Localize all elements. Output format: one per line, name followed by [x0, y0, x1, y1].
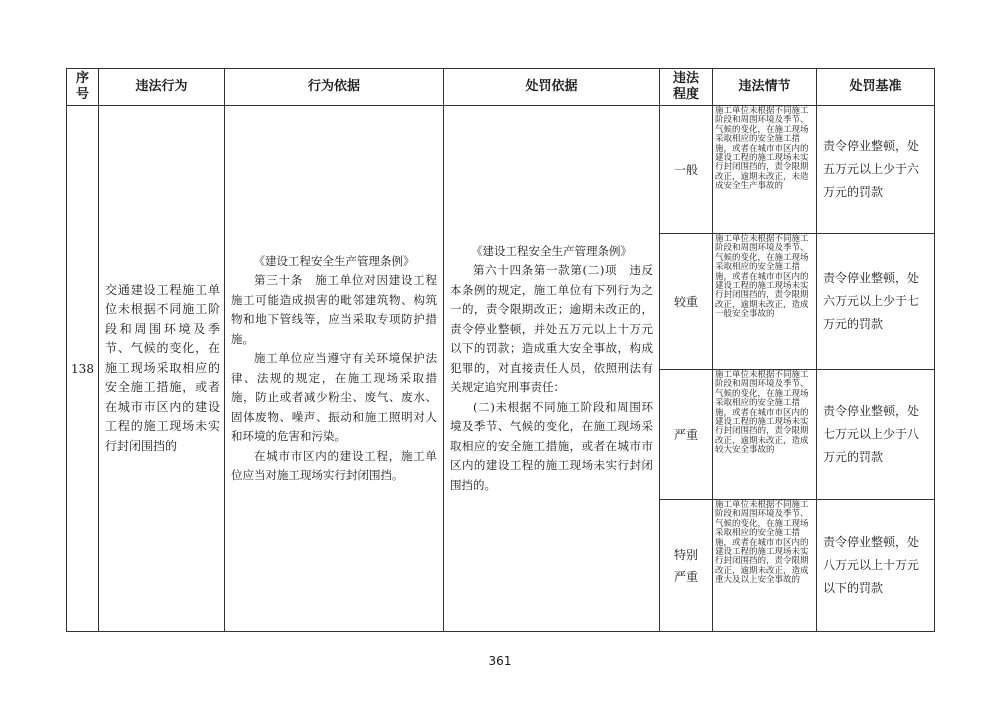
standard-severe: 责令停业整顿，处七万元以上少于八万元的罚款 [817, 370, 935, 500]
header-standard: 处罚基准 [817, 69, 935, 106]
page-number: 361 [488, 654, 512, 668]
circumstance-general: 施工单位未根据不同施工阶段和周围环境及季节、气候的变化，在施工现场采取相应的安全施工措施，或者在城市市区内的建设工程的施工现场未实行封闭围挡的，责令限期改正，逾期未改正，未造成安全生产事故的 [713, 106, 817, 234]
header-act: 违法行为 [99, 69, 225, 106]
standard-serious: 责令停业整顿，处六万元以上少于七万元的罚款 [817, 234, 935, 370]
circumstance-severe: 施工单位未根据不同施工阶段和周围环境及季节、气候的变化，在施工现场采取相应的安全施工措施，或者在城市市区内的建设工程的施工现场未实行封闭围挡的，责令限期改正，逾期未改正，造成较大安全事故的 [713, 370, 817, 500]
penalty-basis-paragraph: 第六十四条第一款第(二)项 违反本条例的规定，施工单位有下列行为之一的，责令限期改正；逾期未改正的，责令停业整顿，并处五万元以上十万元以下的罚款；造成重大安全事故，构成犯罪的，对直接责任人员，依照刑法有关规定追究刑事责任： [450, 263, 653, 395]
header-circumstance: 违法情节 [713, 69, 817, 106]
basis-title: 《建设工程安全生产管理条例》 [253, 253, 415, 268]
basis-paragraph: 施工单位应当遵守有关环境保护法律、法规的规定，在施工现场采取措施，防止或者减少粉尘、废气、废水、固体废物、噪声、振动和施工照明对人和环境的危害和污染。 [231, 351, 437, 443]
table-row [67, 106, 935, 234]
row-seq: 138 [67, 106, 99, 632]
header-penalty-basis: 处罚依据 [444, 69, 660, 106]
degree-severe: 严重 [660, 370, 713, 500]
degree-serious: 较重 [660, 234, 713, 370]
basis-paragraph: 在城市市区内的建设工程，施工单位应当对施工现场实行封闭围挡。 [231, 448, 437, 482]
circumstance-especially-severe: 施工单位未根据不同施工阶段和周围环境及季节、气候的变化，在施工现场采取相应的安全施工措施，或者在城市市区内的建设工程的施工现场未实行封闭围挡的，责令限期改正，逾期未改正，造成重大及以上安全事故的 [713, 500, 817, 632]
violation-act: 交通建设工程施工单位未根据不同施工阶段和周围环境及季节、气候的变化，在施工现场采取相应的安全施工措施，或者在城市市区内的建设工程的施工现场未实行封闭围挡的 [99, 106, 225, 632]
header-degree: 违法程度 [660, 69, 713, 106]
header-row [67, 69, 935, 106]
circumstance-serious: 施工单位未根据不同施工阶段和周围环境及季节、气候的变化，在施工现场采取相应的安全施工措施，或者在城市市区内的建设工程的施工现场未实行封闭围挡的，责令限期改正，逾期未改正，造成一般安全事故的 [713, 234, 817, 370]
degree-general: 一般 [660, 106, 713, 234]
basis-paragraph: 第三十条 施工单位对因建设工程施工可能造成损害的毗邻建筑物、构筑物和地下管线等，应当采取专项防护措施。 [231, 273, 437, 346]
degree-especially-severe: 特别严重 [660, 500, 713, 632]
penalty-basis-title: 《建设工程安全生产管理条例》 [471, 243, 632, 258]
penalty-standard-table [66, 68, 935, 632]
header-basis: 行为依据 [225, 69, 444, 106]
legal-basis [225, 106, 444, 632]
standard-general: 责令停业整顿，处五万元以上少于六万元的罚款 [817, 106, 935, 234]
header-seq: 序号 [67, 69, 99, 106]
penalty-basis-paragraph: (二)未根据不同施工阶段和周围环境及季节、气候的变化，在施工现场采取相应的安全施工措施，或者在城市市区内的建设工程的施工现场未实行封闭围挡的。 [450, 399, 653, 492]
penalty-basis [444, 106, 660, 632]
standard-especially-severe: 责令停业整顿，处八万元以上十万元以下的罚款 [817, 500, 935, 632]
